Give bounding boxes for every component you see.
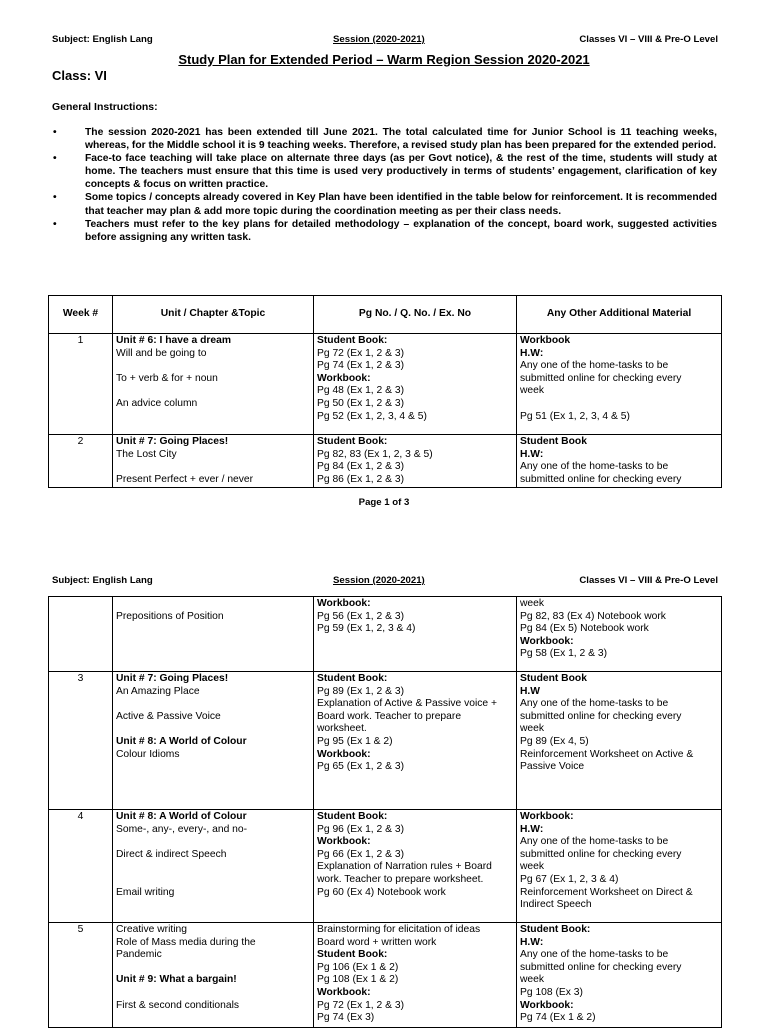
cell-line: Workbook: [317,372,371,384]
cell-line: Reinforcement Worksheet on Active & [520,748,694,760]
classes-label: Classes VI – VIII & Pre-O Level [579,575,718,586]
cell-line: Creative writing [116,924,187,935]
cell-line: Explanation of Narration rules + Board [317,861,492,873]
cell-line: Pg 74 (Ex 1 & 2) [520,1012,596,1024]
cell-line: work. Teacher to prepare worksheet. [317,873,484,885]
other-column-header: Any Other Additional Material [517,296,722,334]
week-cell: 4 [49,810,113,923]
unit-cell [113,334,314,435]
instruction-item: • Some topics / concepts already covered in Key Plan have been identified in the table below for reinforcement. It is recommended that teacher may plan & add more topic during the coordination meeting as per their class needs. [53,192,717,217]
cell-line: Reinforcement Worksheet on Direct & [520,886,693,898]
page-2 [0,560,768,1024]
cell-line: Any one of the home-tasks to be [520,461,669,473]
cell-line: Pg 84 (Ex 5) Notebook work [520,623,649,635]
cell-line: week [520,385,545,397]
cell-spacer [116,360,310,373]
cell-line: Pg 89 (Ex 1, 2 & 3) [317,685,404,697]
cell-line: Role of Mass media during the [116,936,256,948]
unit-column-header: Unit / Chapter &Topic [113,296,314,334]
table-header-row [49,296,722,334]
cell-line: Direct & indirect Speech [116,848,227,860]
week-cell: 5 [49,923,113,1028]
classes-label: Classes VI – VIII & Pre-O Level [579,34,718,45]
cell-line: Student Book [520,436,587,447]
cell-line: Workbook: [520,635,574,647]
page-header [52,575,718,589]
cell-spacer [116,861,310,874]
cell-line: H.W: [520,823,544,835]
cell-line: Pg 58 (Ex 1, 2 & 3) [520,648,607,660]
bullet-icon: • [53,218,57,230]
unit-cell [113,435,314,488]
cell-line: Workbook: [317,598,371,609]
study-plan-table-page-2 [48,596,722,1028]
pg-cell [314,334,517,435]
unit-cell [113,597,314,672]
subject-label: Subject: English Lang [52,34,153,45]
cell-line: Workbook: [317,836,371,848]
pg-column-header: Pg No. / Q. No. / Ex. No [314,296,517,334]
cell-line: Any one of the home-tasks to be [520,698,669,710]
cell-line: Student Book: [317,811,388,822]
cell-spacer [116,698,310,711]
cell-line: Workbook: [520,999,574,1011]
cell-spacer [116,874,310,887]
cell-line: Pg 106 (Ex 1 & 2) [317,961,399,973]
cell-line: Unit # 9: What a bargain! [116,974,237,986]
cell-line: submitted online for checking every [520,710,682,722]
cell-line: worksheet. [317,723,367,735]
table-row [49,923,722,1028]
week-cell [49,597,113,672]
cell-line: Will and be going to [116,347,207,359]
instruction-item: • Face-to face teaching will take place on alternate three days (as per Govt notice), & the rest of the time, students will study at home. The teachers must ensure that this time is used very productively in terms of students’ engagement, clarification of key concepts & focus on written practice. [53,153,717,191]
other-material-cell [517,334,722,435]
cell-line: Explanation of Active & Passive voice + [317,698,498,710]
cell-line: Pg 50 (Ex 1, 2 & 3) [317,397,404,409]
bullet-icon: • [53,192,57,204]
cell-line: Workbook: [520,811,574,822]
other-material-cell [517,672,722,810]
cell-line: Unit # 8: A World of Colour [116,811,247,822]
cell-spacer [116,836,310,849]
cell-line: Workbook: [317,986,371,998]
cell-line: Student Book: [317,673,388,684]
cell-line: Pg 56 (Ex 1, 2 & 3) [317,610,404,622]
cell-spacer [116,723,310,736]
document-title: Study Plan for Extended Period – Warm Region Session 2020-2021 [178,52,590,67]
cell-line: An advice column [116,397,198,409]
cell-line: Student Book [520,673,587,684]
class-label: Class: VI [52,68,107,83]
unit-cell [113,810,314,923]
cell-line: submitted online for checking every [520,473,682,485]
cell-line: Any one of the home-tasks to be [520,836,669,848]
cell-line: Pg 59 (Ex 1, 2, 3 & 4) [317,623,416,635]
cell-line: Email writing [116,886,175,898]
week-cell: 3 [49,672,113,810]
cell-line: week [520,861,545,873]
cell-line: Pandemic [116,949,162,961]
week-column-header: Week # [49,296,113,334]
cell-line: submitted online for checking every [520,372,682,384]
cell-line: Pg 66 (Ex 1, 2 & 3) [317,848,404,860]
cell-line: Pg 67 (Ex 1, 2, 3 & 4) [520,873,619,885]
cell-line: H.W: [520,347,544,359]
cell-spacer [116,598,310,611]
cell-line: First & second conditionals [116,999,240,1011]
cell-line: Board work. Teacher to prepare [317,710,462,722]
cell-line: Pg 86 (Ex 1, 2 & 3) [317,473,404,485]
pg-cell [314,923,517,1028]
unit-cell [113,923,314,1028]
cell-line: Pg 96 (Ex 1, 2 & 3) [317,823,404,835]
cell-line: Colour Idioms [116,748,180,760]
cell-line: Pg 65 (Ex 1, 2 & 3) [317,761,404,773]
cell-line: Pg 82, 83 (Ex 4) Notebook work [520,610,666,622]
cell-line: Pg 72 (Ex 1, 2 & 3) [317,347,404,359]
other-material-cell [517,810,722,923]
cell-line: Pg 108 (Ex 1 & 2) [317,974,399,986]
cell-line: Pg 48 (Ex 1, 2 & 3) [317,385,404,397]
instruction-item: • The session 2020-2021 has been extended till June 2021. The total calculated time for Junior School is 11 teaching weeks, whereas, for the Middle school it is 9 teaching weeks. Therefore, a revised study plan has been prepared for the extended period. [53,127,717,152]
table-row [49,810,722,923]
week-cell: 2 [49,435,113,488]
pg-cell [314,672,517,810]
cell-line: Board word + written work [317,936,437,948]
other-material-cell [517,435,722,488]
cell-line: H.W: [520,448,544,460]
cell-line: Unit # 8: A World of Colour [116,735,247,747]
cell-line: Unit # 7: Going Places! [116,673,229,684]
session-label: Session (2020-2021) [333,575,425,586]
cell-line: Brainstorming for elicitation of ideas [317,924,481,935]
pg-cell [314,810,517,923]
cell-line: week [520,723,545,735]
instruction-item: • Teachers must refer to the key plans for detailed methodology – explanation of the concept, board work, suggested activities before assigning any written task. [53,218,717,243]
cell-line: An Amazing Place [116,685,200,697]
cell-line: Some-, any-, every-, and no- [116,823,248,835]
instructions-list [52,126,717,244]
table-row [49,597,722,672]
cell-line: Present Perfect + ever / never [116,473,254,485]
cell-line: submitted online for checking every [520,848,682,860]
cell-line: Pg 74 (Ex 3) [317,1012,375,1024]
cell-line: Unit # 6: I have a dream [116,335,232,346]
cell-line: Pg 95 (Ex 1 & 2) [317,735,393,747]
other-material-cell [517,597,722,672]
general-instructions-heading: General Instructions: [52,101,158,113]
cell-line: Student Book: [317,436,388,447]
other-material-cell [517,923,722,1028]
week-cell: 1 [49,334,113,435]
cell-spacer [116,987,310,1000]
bullet-icon: • [53,153,57,165]
cell-line: Prepositions of Position [116,610,224,622]
cell-line: The Lost City [116,448,177,460]
page-header [52,34,718,48]
cell-line: week [520,974,545,986]
cell-line: submitted online for checking every [520,961,682,973]
subject-label: Subject: English Lang [52,575,153,586]
cell-spacer [116,461,310,474]
cell-line: Pg 72 (Ex 1, 2 & 3) [317,999,404,1011]
cell-line: Workbook [520,335,571,346]
cell-line: Student Book: [317,949,388,961]
cell-line: Pg 74 (Ex 1, 2 & 3) [317,360,404,372]
cell-line: Student Book: [520,924,591,935]
bullet-icon: • [53,127,57,138]
cell-spacer [116,962,310,975]
cell-line: Student Book: [317,335,388,346]
cell-line: Pg 89 (Ex 4, 5) [520,735,589,747]
cell-line: Workbook: [317,748,371,760]
cell-line: Pg 51 (Ex 1, 2, 3, 4 & 5) [520,410,630,422]
cell-line: Pg 108 (Ex 3) [520,986,583,998]
cell-line: Unit # 7: Going Places! [116,436,229,447]
cell-line: Indirect Speech [520,899,592,911]
cell-line: Any one of the home-tasks to be [520,360,669,372]
cell-line: week [520,598,545,609]
cell-line: Passive Voice [520,761,585,773]
study-plan-table-page-1 [48,295,722,488]
cell-line: H.W [520,685,541,697]
page-number: Page 1 of 3 [358,497,410,508]
cell-line: Pg 82, 83 (Ex 1, 2, 3 & 5) [317,448,433,460]
table-row [49,435,722,488]
table-row [49,334,722,435]
cell-line: Pg 84 (Ex 1, 2 & 3) [317,461,404,473]
table-row [49,672,722,810]
session-label: Session (2020-2021) [333,34,425,45]
unit-cell [113,672,314,810]
pg-cell [314,597,517,672]
cell-spacer [116,385,310,398]
cell-line: Pg 60 (Ex 4) Notebook work [317,886,446,898]
cell-line: H.W: [520,936,544,948]
cell-line: Active & Passive Voice [116,710,221,722]
cell-line: To + verb & for + noun [116,372,218,384]
cell-spacer [520,398,718,411]
cell-line: Any one of the home-tasks to be [520,949,669,961]
pg-cell [314,435,517,488]
cell-line: Pg 52 (Ex 1, 2, 3, 4 & 5) [317,410,427,422]
